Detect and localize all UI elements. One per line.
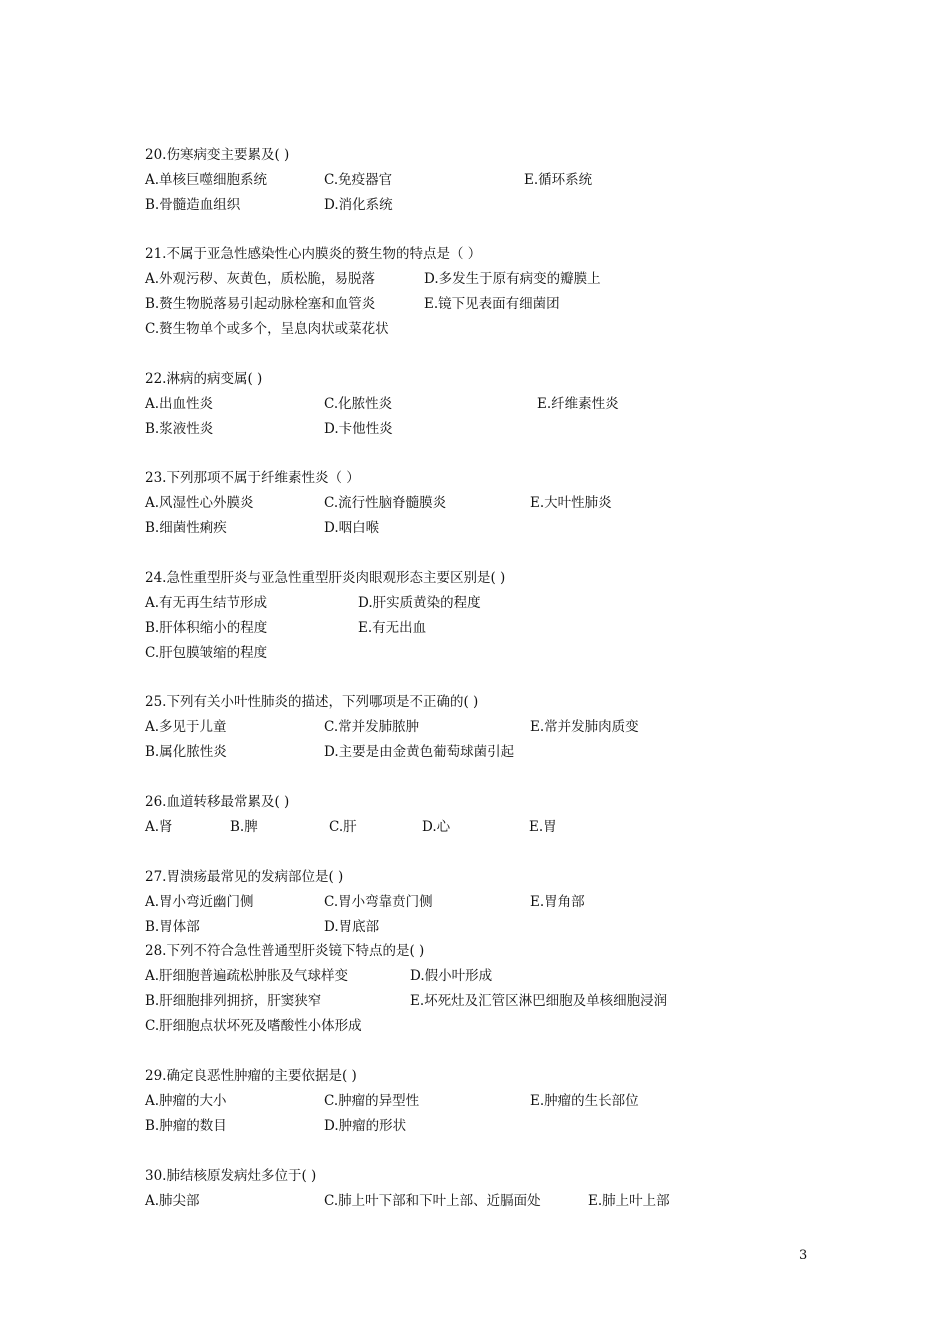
- question-29-option-a: A.肿瘤的大小: [145, 1093, 227, 1109]
- question-23-stem: 23.下列那项不属于纤维素性炎（ ）: [145, 470, 360, 486]
- question-24-option-e: E.有无出血: [358, 620, 427, 636]
- question-21-option-a: A.外观污秽、灰黄色，质松脆，易脱落: [145, 271, 376, 287]
- question-29-option-e: E.肿瘤的生长部位: [530, 1093, 639, 1109]
- question-27-option-d: D.胃底部: [324, 919, 380, 935]
- question-28-option-e: E.坏死灶及汇管区淋巴细胞及单核细胞浸润: [410, 993, 668, 1009]
- question-30-option-a: A.肺尖部: [145, 1193, 200, 1209]
- question-23-option-e: E.大叶性肺炎: [530, 495, 612, 511]
- question-28-option-d: D.假小叶形成: [410, 968, 493, 984]
- question-30-option-e: E.肺上叶上部: [588, 1193, 670, 1209]
- question-22-option-a: A.出血性炎: [145, 396, 214, 412]
- question-21-option-c: C.赘生物单个或多个，呈息肉状或菜花状: [145, 321, 389, 337]
- question-28-option-a: A.肝细胞普遍疏松肿胀及气球样变: [145, 968, 349, 984]
- question-23-option-c: C.流行性脑脊髓膜炎: [324, 495, 447, 511]
- question-26-stem: 26.血道转移最常累及( ): [145, 794, 290, 810]
- question-24-option-b: B.肝体积缩小的程度: [145, 620, 268, 636]
- question-20-option-a: A.单核巨噬细胞系统: [145, 172, 268, 188]
- question-24-stem: 24.急性重型肝炎与亚急性重型肝炎肉眼观形态主要区别是( ): [145, 570, 506, 586]
- question-27-option-a: A.胃小弯近幽门侧: [145, 894, 254, 910]
- question-20-option-e: E.循环系统: [524, 172, 593, 188]
- question-20-option-c: C.免疫器官: [324, 172, 393, 188]
- question-22-stem: 22.淋病的病变属( ): [145, 371, 263, 387]
- question-24-option-d: D.肝实质黄染的程度: [358, 595, 481, 611]
- question-27-option-c: C.胃小弯靠贲门侧: [324, 894, 433, 910]
- question-29-stem: 29.确定良恶性肿瘤的主要依据是( ): [145, 1068, 357, 1084]
- question-21-option-b: B.赘生物脱落易引起动脉栓塞和血管炎: [145, 296, 376, 312]
- question-22-option-c: C.化脓性炎: [324, 396, 393, 412]
- question-25-option-a: A.多见于儿童: [145, 719, 227, 735]
- question-22-option-b: B.浆液性炎: [145, 421, 214, 437]
- question-24-option-c: C.肝包膜皱缩的程度: [145, 645, 268, 661]
- question-21-stem: 21.不属于亚急性感染性心内膜炎的赘生物的特点是（ ）: [145, 246, 482, 262]
- question-26-option-c: C.肝: [329, 819, 357, 835]
- question-20-option-d: D.消化系统: [324, 197, 393, 213]
- question-21-option-e: E.镜下见表面有细菌团: [424, 296, 560, 312]
- question-27-stem: 27.胃溃疡最常见的发病部位是( ): [145, 869, 344, 885]
- question-26-option-e: E.胃: [529, 819, 557, 835]
- question-20-stem: 20.伤寒病变主要累及( ): [145, 147, 290, 163]
- question-28-option-c: C.肝细胞点状坏死及嗜酸性小体形成: [145, 1018, 362, 1034]
- question-22-option-d: D.卡他性炎: [324, 421, 393, 437]
- question-23-option-d: D.咽白喉: [324, 520, 380, 536]
- question-25-option-d: D.主要是由金黄色葡萄球菌引起: [324, 744, 515, 760]
- page-number: 3: [799, 1248, 808, 1263]
- question-25-option-c: C.常并发肺脓肿: [324, 719, 420, 735]
- question-27-option-b: B.胃体部: [145, 919, 200, 935]
- question-25-option-b: B.属化脓性炎: [145, 744, 227, 760]
- question-28-stem: 28.下列不符合急性普通型肝炎镜下特点的是( ): [145, 943, 425, 959]
- question-20-option-b: B.骨髓造血组织: [145, 197, 241, 213]
- question-25-option-e: E.常并发肺肉质变: [530, 719, 639, 735]
- question-29-option-c: C.肿瘤的异型性: [324, 1093, 420, 1109]
- question-29-option-d: D.肿瘤的形状: [324, 1118, 407, 1134]
- question-24-option-a: A.有无再生结节形成: [145, 595, 268, 611]
- question-30-stem: 30.肺结核原发病灶多位于( ): [145, 1168, 317, 1184]
- question-28-option-b: B.肝细胞排列拥挤，肝窦狭窄: [145, 993, 322, 1009]
- question-25-stem: 25.下列有关小叶性肺炎的描述，下列哪项是不正确的( ): [145, 694, 479, 710]
- question-23-option-a: A.风湿性心外膜炎: [145, 495, 254, 511]
- question-29-option-b: B.肿瘤的数目: [145, 1118, 227, 1134]
- question-26-option-d: D.心: [422, 819, 451, 835]
- question-21-option-d: D.多发生于原有病变的瓣膜上: [424, 271, 601, 287]
- question-22-option-e: E.纤维素性炎: [537, 396, 619, 412]
- question-30-option-c: C.肺上叶下部和下叶上部、近膈面处: [324, 1193, 541, 1209]
- question-26-option-b: B.脾: [230, 819, 258, 835]
- question-27-option-e: E.胃角部: [530, 894, 585, 910]
- question-26-option-a: A.肾: [145, 819, 173, 835]
- question-23-option-b: B.细菌性痢疾: [145, 520, 227, 536]
